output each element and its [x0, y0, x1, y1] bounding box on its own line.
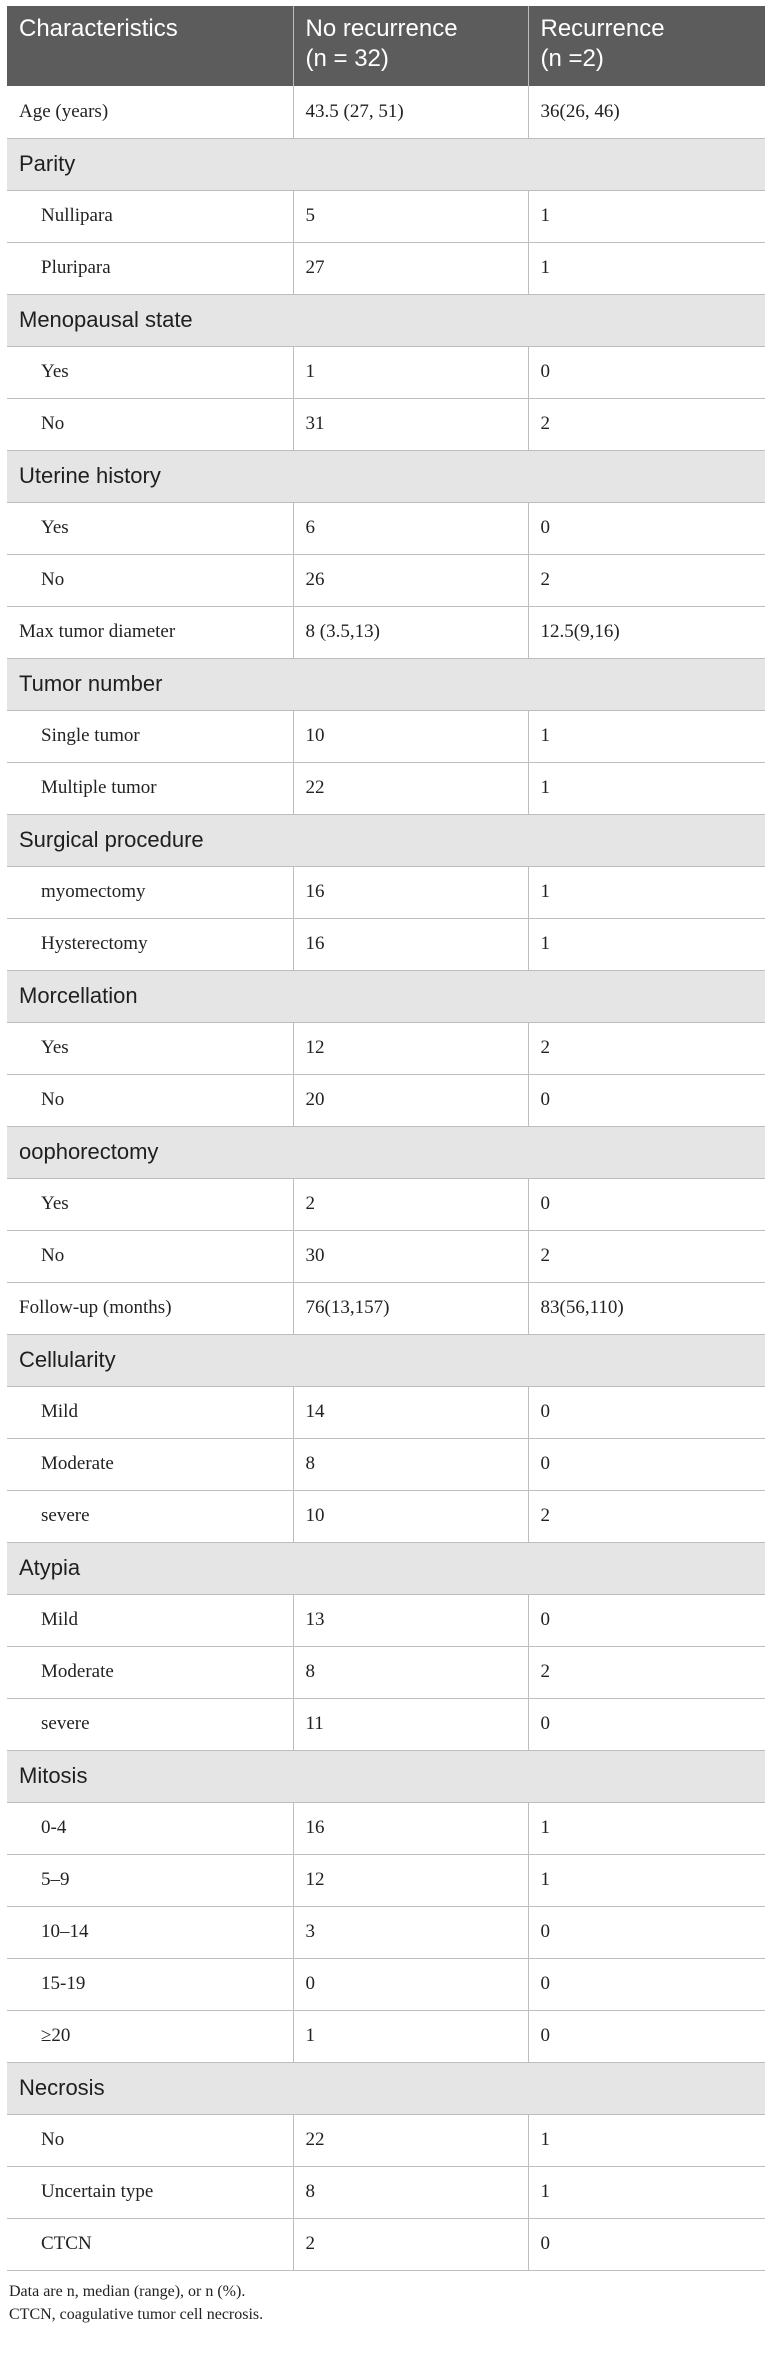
no-recurrence-cell: 10 — [293, 710, 528, 762]
table-header — [7, 6, 765, 86]
header-characteristics: Characteristics — [7, 6, 293, 86]
no-recurrence-cell: 5 — [293, 190, 528, 242]
table-row — [7, 1594, 765, 1646]
recurrence-cell: 1 — [528, 1802, 765, 1854]
table-row — [7, 2166, 765, 2218]
header-no-recurrence — [293, 6, 528, 86]
section-row — [7, 658, 765, 710]
no-recurrence-cell: 8 (3.5,13) — [293, 606, 528, 658]
no-recurrence-cell: 0 — [293, 1958, 528, 2010]
row-label: Hysterectomy — [7, 918, 293, 970]
section-row — [7, 450, 765, 502]
header-no-recurrence-text: No recurrence (n = 32) — [305, 15, 458, 72]
no-recurrence-cell: 1 — [293, 2010, 528, 2062]
table-row — [7, 242, 765, 294]
section-label: Morcellation — [7, 970, 765, 1022]
no-recurrence-cell: 16 — [293, 918, 528, 970]
no-recurrence-cell: 16 — [293, 1802, 528, 1854]
no-recurrence-cell: 8 — [293, 2166, 528, 2218]
row-label: Moderate — [7, 1438, 293, 1490]
no-recurrence-cell: 22 — [293, 2114, 528, 2166]
no-recurrence-cell: 1 — [293, 346, 528, 398]
table-row — [7, 502, 765, 554]
section-label: Necrosis — [7, 2062, 765, 2114]
row-label: Yes — [7, 1022, 293, 1074]
table-row — [7, 1282, 765, 1334]
no-recurrence-cell: 11 — [293, 1698, 528, 1750]
no-recurrence-cell: 14 — [293, 1386, 528, 1438]
no-recurrence-cell: 30 — [293, 1230, 528, 1282]
no-recurrence-cell: 16 — [293, 866, 528, 918]
section-row — [7, 138, 765, 190]
recurrence-cell: 0 — [528, 1178, 765, 1230]
recurrence-cell: 1 — [528, 1854, 765, 1906]
no-recurrence-cell: 10 — [293, 1490, 528, 1542]
table-row — [7, 1490, 765, 1542]
table-row — [7, 710, 765, 762]
table-row — [7, 866, 765, 918]
row-label: 15-19 — [7, 1958, 293, 2010]
section-row — [7, 294, 765, 346]
recurrence-cell: 0 — [528, 1594, 765, 1646]
row-label: Nullipara — [7, 190, 293, 242]
table-row — [7, 1386, 765, 1438]
recurrence-cell: 0 — [528, 346, 765, 398]
no-recurrence-cell: 43.5 (27, 51) — [293, 86, 528, 138]
no-recurrence-cell: 12 — [293, 1854, 528, 1906]
recurrence-cell: 0 — [528, 1438, 765, 1490]
table-row — [7, 606, 765, 658]
table-row — [7, 1854, 765, 1906]
table-footnotes — [7, 2280, 765, 2326]
row-label: Mild — [7, 1594, 293, 1646]
recurrence-cell: 1 — [528, 762, 765, 814]
table-row — [7, 1230, 765, 1282]
section-label: Surgical procedure — [7, 814, 765, 866]
table-row — [7, 346, 765, 398]
recurrence-cell: 1 — [528, 918, 765, 970]
table-body — [7, 86, 765, 2270]
row-label: Age (years) — [7, 86, 293, 138]
recurrence-cell: 0 — [528, 1698, 765, 1750]
no-recurrence-cell: 6 — [293, 502, 528, 554]
no-recurrence-cell: 27 — [293, 242, 528, 294]
recurrence-cell: 0 — [528, 1386, 765, 1438]
row-label: No — [7, 554, 293, 606]
section-label: Mitosis — [7, 1750, 765, 1802]
header-row — [7, 6, 765, 86]
recurrence-cell: 83(56,110) — [528, 1282, 765, 1334]
section-row — [7, 970, 765, 1022]
row-label: Pluripara — [7, 242, 293, 294]
no-recurrence-cell: 20 — [293, 1074, 528, 1126]
row-label: Follow-up (months) — [7, 1282, 293, 1334]
no-recurrence-cell: 22 — [293, 762, 528, 814]
section-label: Menopausal state — [7, 294, 765, 346]
recurrence-cell: 2 — [528, 1490, 765, 1542]
row-label: Yes — [7, 502, 293, 554]
section-label: Cellularity — [7, 1334, 765, 1386]
section-row — [7, 1750, 765, 1802]
row-label: No — [7, 398, 293, 450]
table-row — [7, 1074, 765, 1126]
row-label: Multiple tumor — [7, 762, 293, 814]
characteristics-table — [7, 6, 765, 2271]
table-row — [7, 918, 765, 970]
row-label: 5–9 — [7, 1854, 293, 1906]
table-row — [7, 1802, 765, 1854]
row-label: severe — [7, 1698, 293, 1750]
table-row — [7, 190, 765, 242]
row-label: Single tumor — [7, 710, 293, 762]
table-row — [7, 2114, 765, 2166]
recurrence-cell: 12.5(9,16) — [528, 606, 765, 658]
section-row — [7, 1126, 765, 1178]
section-row — [7, 814, 765, 866]
table-row — [7, 1022, 765, 1074]
recurrence-cell: 2 — [528, 1022, 765, 1074]
row-label: No — [7, 2114, 293, 2166]
section-label: oophorectomy — [7, 1126, 765, 1178]
table-row — [7, 398, 765, 450]
recurrence-cell: 2 — [528, 398, 765, 450]
recurrence-cell: 2 — [528, 1230, 765, 1282]
no-recurrence-cell: 3 — [293, 1906, 528, 1958]
no-recurrence-cell: 8 — [293, 1646, 528, 1698]
row-label: ≥20 — [7, 2010, 293, 2062]
row-label: Moderate — [7, 1646, 293, 1698]
row-label: No — [7, 1074, 293, 1126]
no-recurrence-cell: 13 — [293, 1594, 528, 1646]
table-row — [7, 1438, 765, 1490]
row-label: 10–14 — [7, 1906, 293, 1958]
row-label: 0-4 — [7, 1802, 293, 1854]
recurrence-cell: 0 — [528, 1906, 765, 1958]
table-row — [7, 554, 765, 606]
table-row — [7, 762, 765, 814]
section-row — [7, 2062, 765, 2114]
table-row — [7, 2218, 765, 2270]
table-wrapper — [7, 6, 765, 2326]
recurrence-cell: 1 — [528, 866, 765, 918]
section-label: Uterine history — [7, 450, 765, 502]
table-row — [7, 1906, 765, 1958]
recurrence-cell: 1 — [528, 242, 765, 294]
no-recurrence-cell: 8 — [293, 1438, 528, 1490]
row-label: Mild — [7, 1386, 293, 1438]
no-recurrence-cell: 12 — [293, 1022, 528, 1074]
row-label: Max tumor diameter — [7, 606, 293, 658]
recurrence-cell: 1 — [528, 2114, 765, 2166]
no-recurrence-cell: 31 — [293, 398, 528, 450]
header-recurrence — [528, 6, 765, 86]
recurrence-cell: 0 — [528, 1958, 765, 2010]
section-label: Parity — [7, 138, 765, 190]
table-row — [7, 1178, 765, 1230]
recurrence-cell: 36(26, 46) — [528, 86, 765, 138]
recurrence-cell: 1 — [528, 710, 765, 762]
recurrence-cell: 0 — [528, 2010, 765, 2062]
row-label: Yes — [7, 346, 293, 398]
no-recurrence-cell: 2 — [293, 2218, 528, 2270]
recurrence-cell: 2 — [528, 1646, 765, 1698]
table-row — [7, 2010, 765, 2062]
no-recurrence-cell: 76(13,157) — [293, 1282, 528, 1334]
footnote-data-description: Data are n, median (range), or n (%). — [9, 2282, 246, 2300]
row-label: myomectomy — [7, 866, 293, 918]
row-label: No — [7, 1230, 293, 1282]
table-row — [7, 1646, 765, 1698]
section-label: Tumor number — [7, 658, 765, 710]
recurrence-cell: 1 — [528, 2166, 765, 2218]
row-label: Uncertain type — [7, 2166, 293, 2218]
recurrence-cell: 1 — [528, 190, 765, 242]
recurrence-cell: 0 — [528, 1074, 765, 1126]
section-row — [7, 1334, 765, 1386]
section-label: Atypia — [7, 1542, 765, 1594]
table-row — [7, 1958, 765, 2010]
table-row — [7, 1698, 765, 1750]
recurrence-cell: 0 — [528, 2218, 765, 2270]
no-recurrence-cell: 26 — [293, 554, 528, 606]
row-label: CTCN — [7, 2218, 293, 2270]
table-row — [7, 86, 765, 138]
header-recurrence-text: Recurrence (n =2) — [540, 15, 665, 72]
section-row — [7, 1542, 765, 1594]
recurrence-cell: 0 — [528, 502, 765, 554]
recurrence-cell: 2 — [528, 554, 765, 606]
row-label: severe — [7, 1490, 293, 1542]
row-label: Yes — [7, 1178, 293, 1230]
footnote-ctcn-definition: CTCN, coagulative tumor cell necrosis. — [9, 2305, 264, 2323]
no-recurrence-cell: 2 — [293, 1178, 528, 1230]
